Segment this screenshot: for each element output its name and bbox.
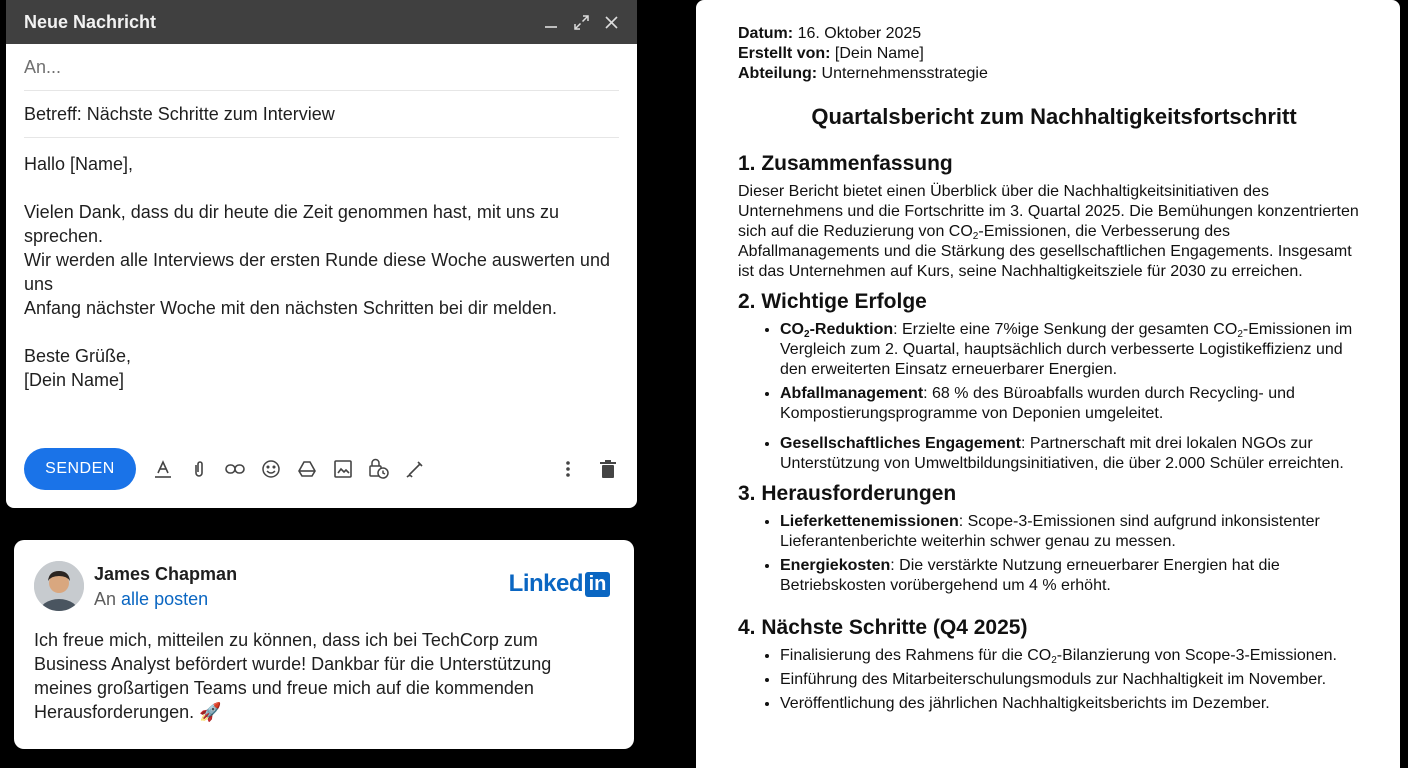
subject-field[interactable] [24, 91, 619, 138]
achievements-list [738, 320, 1370, 474]
attach-icon[interactable] [188, 458, 210, 480]
avatar[interactable] [34, 561, 84, 611]
to-field[interactable] [24, 44, 619, 91]
audience-link[interactable]: alle posten [121, 589, 209, 609]
department-value: Unternehmensstrategie [821, 65, 988, 82]
audience-selector[interactable] [94, 589, 237, 610]
list-item: • Veröffentlichung des jährlichen Nachhaltigkeitsberichts im Dezember. [780, 694, 1370, 714]
date-value: 16. Oktober 2025 [797, 25, 922, 42]
to-placeholder: An... [24, 56, 62, 77]
section-heading: 2. Wichtige Erfolge [738, 290, 927, 313]
trash-icon[interactable] [597, 458, 619, 480]
date-label: Datum: [738, 25, 794, 42]
compose-toolbar [24, 448, 619, 490]
department-label: Abteilung: [738, 65, 818, 82]
summary-paragraph: Dieser Bericht bietet einen Überblick über die Nachhaltigkeitsinitiativen des Unternehmens und die Fortschritte im 3. Quartal 2025. Die Bemühungen konzentrierten sich auf die Reduzierung von $CO_2$-Emissionen, die Verbesserung des Abfallmanagements und die Stärkung des gesellschaftlichen Engagements. Insgesamt ist das Unternehmen auf Kurs, seine Nachhaltigkeitsziele für 2030 zu erreichen. [738, 183, 1359, 280]
lock-clock-icon[interactable] [368, 458, 390, 480]
body-line: Vielen Dank, dass du dir heute die Zeit genommen hast, mit uns zu sprechen. [24, 202, 559, 246]
body-line: Anfang nächster Woche mit den nächsten Schritten bei dir melden. [24, 298, 557, 318]
post-line: meines großartigen Teams und freue mich auf die kommenden [34, 678, 534, 698]
close-icon[interactable] [603, 14, 619, 30]
post-line: Herausforderungen. 🚀 [34, 702, 222, 722]
emoji-icon[interactable] [260, 458, 282, 480]
signature-icon[interactable] [404, 458, 426, 480]
author-value: [Dein Name] [834, 45, 924, 62]
list-item: • Lieferkettenemissionen: Scope-3-Emissionen sind aufgrund inkonsistenter Lieferantenberichte weiterhin schwer genau zu messen. [780, 512, 1370, 552]
post-text [34, 628, 574, 724]
report-meta [738, 24, 1370, 84]
signature: [Dein Name] [24, 370, 125, 390]
more-icon[interactable] [557, 458, 579, 480]
closing: Beste Grüße, [24, 346, 132, 366]
post-line: Business Analyst befördert wurde! Dankbar für die Unterstützung [34, 654, 552, 674]
list-item: • Gesellschaftliches Engagement: Partnerschaft mit drei lokalen NGOs zur Unterstützung von Umweltbildungsinitiativen, die über 2.000 Schüler erreichten. [780, 434, 1370, 474]
challenges-list [738, 512, 1370, 596]
message-body[interactable] [24, 152, 619, 392]
post-line: Ich freue mich, mitteilen zu können, dass ich bei TechCorp zum [34, 630, 538, 650]
greeting: Hallo [Name], [24, 154, 134, 174]
section-heading: 4. Nächste Schritte (Q4 2025) [738, 616, 1028, 639]
list-item: • $CO_2$-Reduktion: Erzielte eine 7%ige Senkung der gesamten $CO_2$-Emissionen im Vergleich zum 2. Quartal, hauptsächlich durch verbesserte Logistikeffizienz und den erweiterten Einsatz erneuerbarer Energien. [780, 320, 1370, 380]
audience-prefix: An [94, 589, 117, 609]
list-item: • Einführung des Mitarbeiterschulungsmoduls zur Nachhaltigkeit im November. [780, 670, 1370, 690]
list-item: • Abfallmanagement: 68 % des Büroabfalls wurden durch Recycling- und Kompostierungsprogramme von Deponien umgeleitet. [780, 384, 1370, 424]
section-heading: 1. Zusammenfassung [738, 152, 953, 175]
author-name[interactable]: James Chapman [94, 564, 238, 584]
list-item: • Energiekosten: Die verstärkte Nutzung erneuerbarer Energien hat die Betriebskosten vorübergehend um 4 % erhöht. [780, 556, 1370, 596]
body-line: Wir werden alle Interviews der ersten Runde diese Woche auswerten und uns [24, 250, 610, 294]
linkedin-logo [509, 570, 610, 598]
next-steps-list [738, 646, 1370, 714]
compose-header [6, 0, 637, 44]
report-document [696, 0, 1400, 768]
linkedin-logo-word: Linked [508, 570, 583, 597]
link-icon[interactable] [224, 458, 246, 480]
expand-icon[interactable] [573, 14, 589, 30]
subject-text: Betreff: Nächste Schritte zum Interview [24, 103, 335, 124]
compose-title: Neue Nachricht [24, 11, 157, 32]
send-button[interactable]: SENDEN [24, 448, 136, 490]
format-text-icon[interactable] [152, 458, 174, 480]
linkedin-logo-box: in [585, 572, 610, 597]
drive-icon[interactable] [296, 458, 318, 480]
image-icon[interactable] [332, 458, 354, 480]
minimize-icon[interactable] [543, 14, 559, 30]
author-label: Erstellt von: [738, 45, 831, 62]
report-title: Quartalsbericht zum Nachhaltigkeitsfortschritt [811, 104, 1297, 129]
list-item: • Finalisierung des Rahmens für die $CO_2$-Bilanzierung von Scope-3-Emissionen. [780, 646, 1370, 666]
section-heading: 3. Herausforderungen [738, 482, 957, 505]
email-compose-window [6, 0, 637, 508]
linkedin-post-card [14, 540, 634, 749]
